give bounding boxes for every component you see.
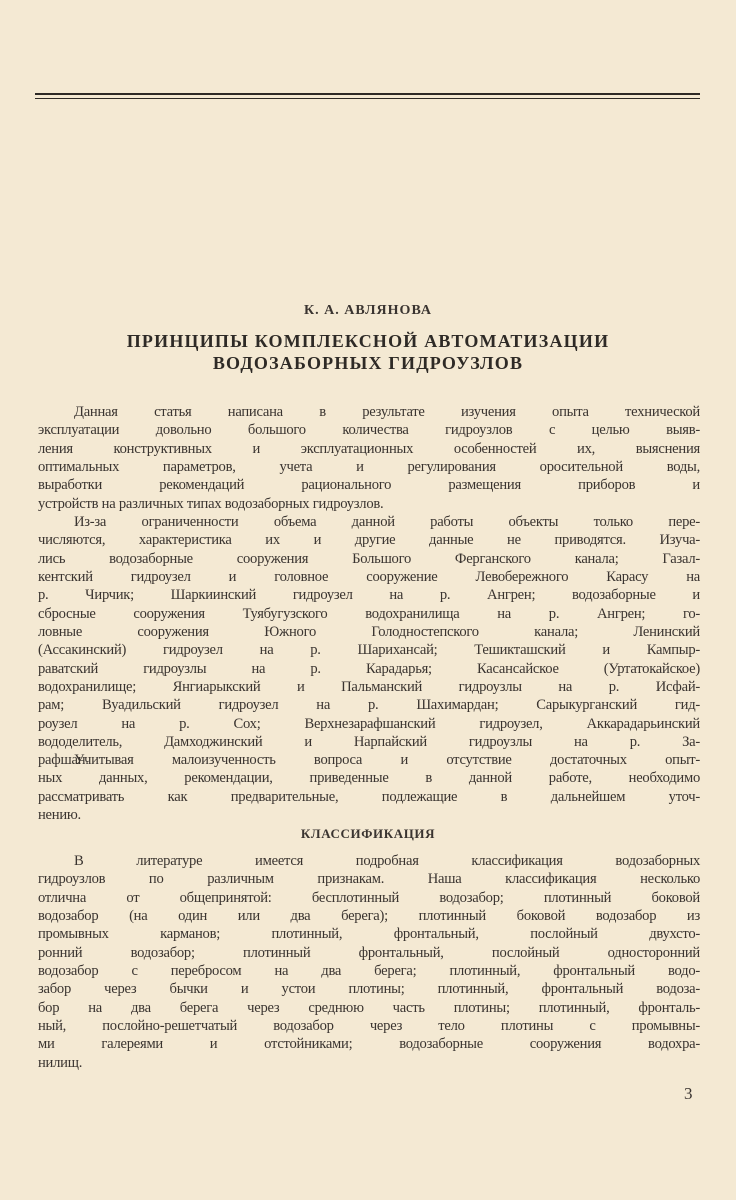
paragraph-caveat — [38, 751, 700, 824]
paragraph-classification — [38, 852, 700, 1072]
title-line: ВОДОЗАБОРНЫХ ГИДРОУЗЛОВ — [212, 353, 524, 373]
text-line: Из-за ограниченности объема данной работы объекты только пере- — [74, 514, 700, 530]
text-line: эксплуатации довольно большого количества гидроузлов с целью выяв- — [38, 422, 700, 439]
text-line: ронний водозабор; плотинный фронтальный, послойный односторонний — [38, 944, 700, 961]
text-line: гидроузлов по различным признакам. Наша классификация несколько — [38, 871, 700, 888]
top-rule-thin — [35, 98, 700, 99]
top-rule-thick — [35, 93, 700, 95]
text-line: (Ассакинский) гидроузел на р. Шарихансай; Тешикташский и Кампыр- — [38, 642, 700, 659]
text-line: вододелитель, Дамходжинский и Нарпайский гидроузлы на р. За- — [38, 734, 700, 751]
text-line: ми галереями и отстойниками; водозаборные сооружения водохра- — [38, 1036, 700, 1053]
text-line: ловные сооружения Южного Голодностепского канала; Ленинский — [38, 624, 700, 641]
text-line: числяются, характеристика их и другие данные не приводятся. Изуча- — [38, 532, 700, 549]
text-line: водозабор с перебросом на два берега; плотинный, фронтальный водо- — [38, 963, 700, 980]
text-line: раватский гидроузлы на р. Карадарья; Касансайское (Уртатокайское) — [38, 660, 700, 677]
text-line: оптимальных параметров, учета и регулирования оросительной воды, — [38, 459, 700, 476]
paragraph-objects — [38, 513, 700, 770]
text-line: бор на два берега через среднюю часть плотины; плотинный, фронталь- — [38, 999, 700, 1016]
text-line: водохранилище; Янгиарыкский и Пальманский гидроузлы на р. Исфай- — [38, 679, 700, 696]
text-line: р. Чирчик; Шаркиинский гидроузел на р. Ангрен; водозаборные и — [38, 587, 700, 604]
text-line: ный, послойно-решетчатый водозабор через тело плотины с промывны- — [38, 1018, 700, 1035]
text-line: роузел на р. Сох; Верхнезарафшанский гидроузел, Аккарадарьинский — [38, 715, 700, 732]
paragraph-intro — [38, 403, 700, 513]
text-line: рафшан. — [38, 752, 89, 769]
text-line: нилищ. — [38, 1054, 83, 1071]
text-line: ления конструктивных и эксплуатационных особенностей их, выяснения — [38, 440, 700, 457]
text-line: кентский гидроузел и головное сооружение Левобережного Карасу на — [38, 569, 700, 586]
text-line: рассматривать как предварительные, подлежащие в дальнейшем уточ- — [38, 788, 700, 805]
text-line: нению. — [38, 807, 81, 824]
text-line: выработки рекомендаций рационального размещения приборов и — [38, 477, 700, 494]
text-line: В литературе имеется подробная классификация водозаборных — [74, 853, 700, 869]
text-line: рам; Вуадильский гидроузел на р. Шахимардан; Сарыкурганский гид- — [38, 697, 700, 714]
text-line: забор через бычки и устои плотины; плотинный, фронтальный водоза- — [38, 981, 700, 998]
section-heading: КЛАССИФИКАЦИЯ — [300, 826, 436, 841]
text-line: отлична от общепринятой: бесплотинный водозабор; плотинный боковой — [38, 889, 700, 906]
text-line: Данная статья написана в результате изучения опыта технической — [74, 404, 700, 420]
text-line: устройств на различных типах водозаборных гидроузлов. — [38, 495, 384, 512]
text-line: лись водозаборные сооружения Большого Ферганского канала; Газал- — [38, 550, 700, 567]
text-line: сбросные сооружения Туябугузского водохранилища на р. Ангрен; го- — [38, 605, 700, 622]
text-line: промывных карманов; плотинный, фронтальный, послойный двухсто- — [38, 926, 700, 943]
author-name: К. А. АВЛЯНОВА — [303, 303, 433, 318]
text-line: ных данных, рекомендации, приведенные в данной работе, необходимо — [38, 770, 700, 787]
article-title — [0, 330, 736, 374]
text-line: водозабор (на один или два берега); плотинный боковой водозабор из — [38, 908, 700, 925]
title-line: ПРИНЦИПЫ КОМПЛЕКСНОЙ АВТОМАТИЗАЦИИ — [126, 331, 610, 351]
page-number: 3 — [684, 1084, 693, 1103]
text-line: Учитывая малоизученность вопроса и отсутствие достаточных опыт- — [74, 752, 700, 768]
